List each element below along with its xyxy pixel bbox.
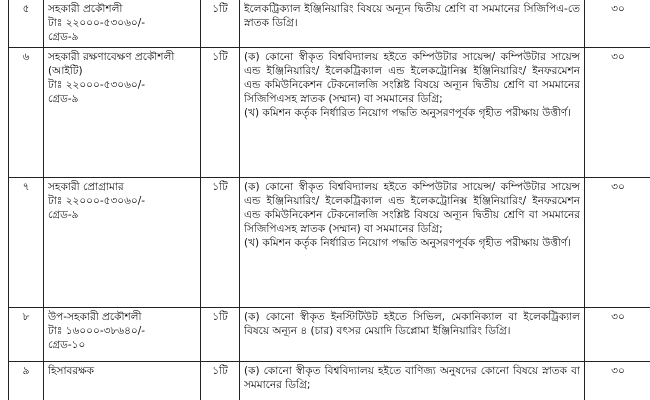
post-cell bbox=[44, 47, 201, 177]
age-limit: ৩০ bbox=[585, 0, 650, 47]
serial-number: ৯ bbox=[9, 361, 44, 400]
qualification-cell bbox=[240, 0, 585, 47]
serial-number: ৭ bbox=[9, 177, 44, 307]
post-cell bbox=[44, 361, 201, 400]
post-cell bbox=[44, 0, 201, 47]
qualification-cell bbox=[240, 361, 585, 400]
post-cell bbox=[44, 307, 201, 361]
qualification-text: (খ) কমিশন কর্তৃক নির্ধারিত নিয়োগ পদ্ধতি অনুসরণপূর্বক গৃহীত পরীক্ষায় উত্তীর্ণ। bbox=[244, 237, 571, 250]
table-row bbox=[9, 0, 650, 47]
post-count: ১টি bbox=[201, 47, 240, 177]
grade: গ্রেড-৯ bbox=[48, 209, 79, 222]
table-row bbox=[9, 307, 650, 361]
qualification-cell bbox=[240, 307, 585, 361]
post-count: ১টি bbox=[201, 177, 240, 307]
pay-scale: টাঃ ২২০০০-৫৩০৬০/- bbox=[48, 194, 146, 207]
post-name: সহকারী প্রোগ্রামার bbox=[48, 180, 124, 193]
serial-number: ৫ bbox=[9, 0, 44, 47]
qualification-text: (ক) কোনো স্বীকৃত বিশ্ববিদ্যালয় হইতে বাণিজ্য অনুষদের কোনো বিষয়ে স্নাতক বা সমমানের ডিগ্রি; bbox=[244, 364, 580, 391]
table-row bbox=[9, 177, 650, 307]
post-name: সহকারী প্রকৌশলী bbox=[48, 3, 123, 15]
age-limit: ৩০ bbox=[585, 307, 650, 361]
table-row bbox=[9, 361, 650, 400]
post-name: হিসাবরক্ষক bbox=[48, 364, 94, 377]
grade: গ্রেড-৯ bbox=[48, 93, 79, 106]
pay-scale: টাঃ ২২০০০-৫৩০৬০/- bbox=[48, 79, 146, 92]
pay-scale: টাঃ ২২০০০-৫৩০৬০/- bbox=[48, 17, 146, 30]
post-count: ১টি bbox=[201, 0, 240, 47]
post-cell bbox=[44, 177, 201, 307]
post-name: উপ-সহকারী প্রকৌশলী bbox=[48, 310, 142, 323]
grade: গ্রেড-৯ bbox=[48, 31, 79, 44]
vacancy-table bbox=[8, 0, 650, 400]
age-limit: ৩০ bbox=[585, 177, 650, 307]
pay-scale: টাঃ ১৬০০০-৩৮৬৪০/- bbox=[48, 324, 146, 337]
post-name: সহকারী রক্ষণাবেক্ষণ প্রকৌশলী (আইটি) bbox=[48, 50, 175, 77]
qualification-text: (ক) কোনো স্বীকৃত বিশ্ববিদ্যালয় হইতে কম্পিউটার সায়েন্স/ কম্পিউটার সায়েন্স এন্ড ইঞ্জিনিয়ারিং/ ইলেকট্রিক্যাল এন্ড ইলেকট্রোনিক্স ইঞ্জিনিয়ারিং/ ইনফরমেশন এন্ড কমিউনিকেশন টেকনোলজি সংশ্লিষ্ট বিষয়ে অন্যূন দ্বিতীয় শ্রেণি বা সমমানের সিজিপিএসহ স্নাতক (সম্মান) বা সমমানের ডিগ্রি; bbox=[244, 180, 580, 236]
post-count: ১টি bbox=[201, 307, 240, 361]
serial-number: ৮ bbox=[9, 307, 44, 361]
qualification-text: (ক) কোনো স্বীকৃত ইনস্টিটিউট হইতে সিভিল, মেকানিক্যাল বা ইলেকট্রিক্যাল বিষয়ে অন্যূন ৪ (চার) বৎসর মেয়াদি ডিপ্লোমা ইঞ্জিনিয়ারিং ডিগ্রি। bbox=[244, 310, 580, 337]
grade: গ্রেড-১০ bbox=[48, 339, 86, 352]
serial-number: ৬ bbox=[9, 47, 44, 177]
qualification-cell bbox=[240, 177, 585, 307]
age-limit: ৩০ bbox=[585, 361, 650, 400]
post-count: ১টি bbox=[201, 361, 240, 400]
table-row bbox=[9, 47, 650, 177]
age-limit: ৩০ bbox=[585, 47, 650, 177]
qualification-text: (ক) কোনো স্বীকৃত বিশ্ববিদ্যালয় হইতে কম্পিউটার সায়েন্স/ কম্পিউটার সায়েন্স এন্ড ইঞ্জিনিয়ারিং/ ইলেকট্রিক্যাল এন্ড ইলেকট্রোনিক্স ইঞ্জিনিয়ারিং/ ইনফরমেশন এন্ড কমিউনিকেশন টেকনোলজি সংশ্লিষ্ট বিষয়ে অন্যূন দ্বিতীয় শ্রেণি বা সমমানের সিজিপিএসহ স্নাতক (সম্মান) বা সমমানের ডিগ্রি; bbox=[244, 50, 580, 106]
qualification-text: ইলেকট্রিক্যাল ইঞ্জিনিয়ারিং বিষয়ে অন্যূন দ্বিতীয় শ্রেণি বা সমমানের সিজিপিএ-তে স্নাতক ডিগ্রি। bbox=[244, 3, 580, 30]
qualification-text: (খ) কমিশন কর্তৃক নির্ধারিত নিয়োগ পদ্ধতি অনুসরণপূর্বক গৃহীত পরীক্ষায় উত্তীর্ণ। bbox=[244, 107, 571, 120]
qualification-cell bbox=[240, 47, 585, 177]
